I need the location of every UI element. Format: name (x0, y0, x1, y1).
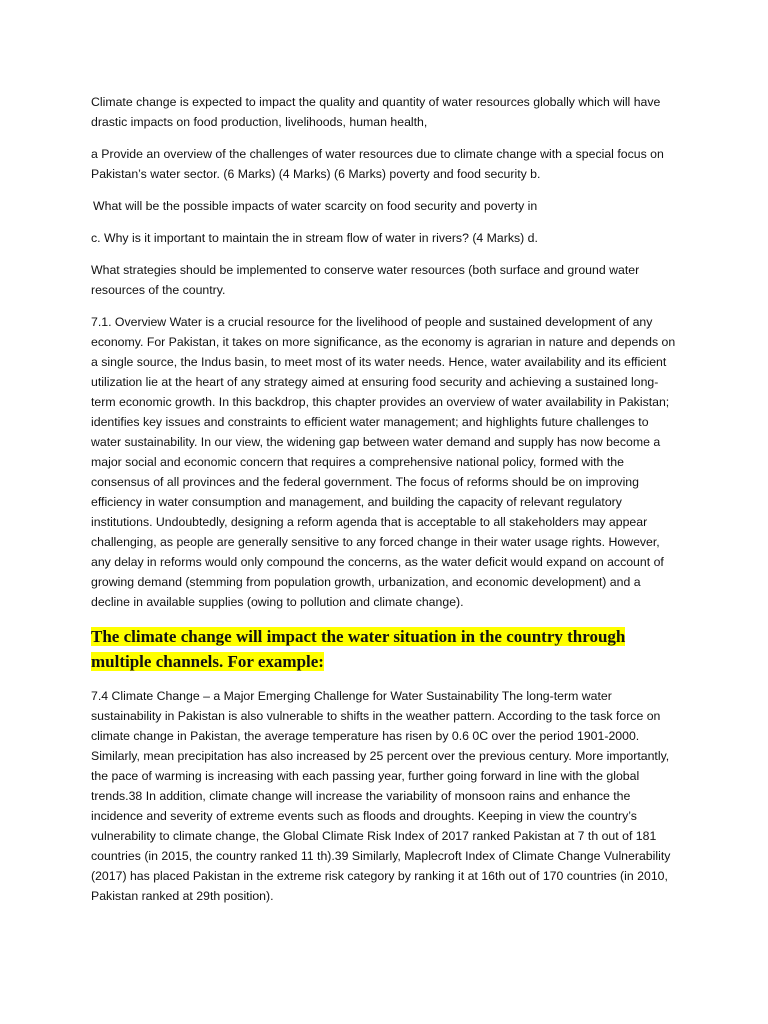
document-body (91, 92, 679, 918)
question-a-paragraph: a Provide an overview of the challenges of water resources due to climate change with a special focus on Pakistan’s water sector. (6 Marks) (4 Marks) (6 Marks) poverty and food security b. (91, 147, 664, 181)
question-d-paragraph: What strategies should be implemented to conserve water resources (both surface and ground water resources of the country. (91, 263, 640, 297)
intro-paragraph: Climate change is expected to impact the quality and quantity of water resources globally which will have drastic impacts on food production, livelihoods, human health, (91, 95, 661, 129)
climate-change-paragraph: 7.4 Climate Change – a Major Emerging Challenge for Water Sustainability The long-term water sustainability in Pakistan is also vulnerable to shifts in the weather pattern. According to the task force on climate change in Pakistan, the average temperature has risen by 0.6 0C over the period 1901-2000. Similarly, mean precipitation has also increased by 25 percent over the previous century. More importantly, the pace of warming is increasing with each passing year, further going forward in line with the global trends.38 In addition, climate change will increase the variability of monsoon rains and enhance the incidence and severity of extreme events such as floods and droughts. Keeping in view the country’s vulnerability to climate change, the Global Climate Risk Index of 2017 ranked Pakistan at 7 th out of 181 countries (in 2015, the country ranked 11 th).39 Similarly, Maplecroft Index of Climate Change Vulnerability (2017) has placed Pakistan in the extreme risk category by ranking it at 16th out of 170 countries (in 2010, Pakistan ranked at 29th position). (91, 689, 671, 903)
overview-paragraph: 7.1. Overview Water is a crucial resource for the livelihood of people and sustained development of any economy. For Pakistan, it takes on more significance, as the economy is agrarian in nature and depends on a single source, the Indus basin, to meet most of its water needs. Hence, water availability and its efficient utilization lie at the heart of any strategy aimed at ensuring food security and achieving a sustained long-term economic growth. In this backdrop, this chapter provides an overview of water availability in Pakistan; identifies key issues and constraints to efficient water management; and highlights future challenges to water sustainability. In our view, the widening gap between water demand and supply has now become a major social and economic concern that requires a comprehensive national policy, formed with the consensus of all provinces and the federal government. The focus of reforms should be on improving efficiency in water consumption and management, and building the capacity of relevant regulatory institutions. Undoubtedly, designing a reform agenda that is acceptable to all stakeholders may appear challenging, as people are generally sensitive to any forced change in their water usage rights. However, any delay in reforms would only compound the concerns, as the water deficit would expand on account of growing demand (stemming from population growth, urbanization, and economic development) and a decline in available supplies (owing to pollution and climate change). (91, 315, 676, 609)
highlighted-heading-text: The climate change will impact the water situation in the country through multiple channels. For example: (91, 627, 626, 671)
highlighted-heading (91, 624, 679, 674)
question-b-paragraph: What will be the possible impacts of water scarcity on food security and poverty in (93, 199, 538, 213)
question-c-paragraph: c. Why is it important to maintain the in stream flow of water in rivers? (4 Marks) d. (91, 231, 538, 245)
